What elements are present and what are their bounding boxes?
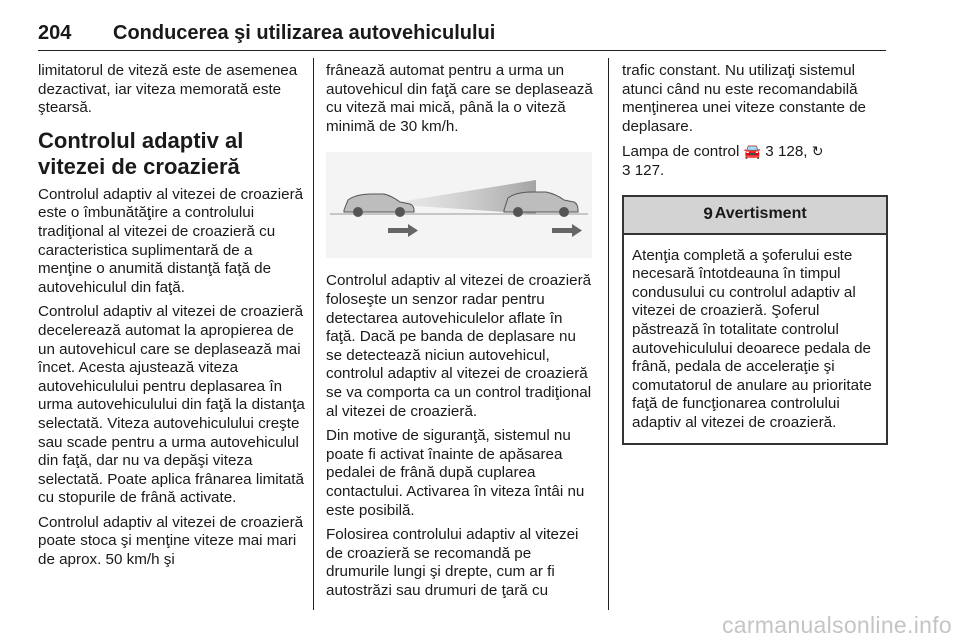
paragraph: limitatorul de viteză este de asemenea dezactivat, iar viteza memorată este ştearsă. bbox=[38, 62, 298, 117]
page-ref-arrow-icon: 3 bbox=[765, 143, 774, 161]
page-reference[interactable]: 127. bbox=[634, 161, 665, 179]
section-heading: Controlul adaptiv al vitezei de croazieră bbox=[38, 127, 244, 179]
paragraph: Controlul adaptiv al vitezei de croazieră foloseşte un senzor radar pentru detectarea autovehiculelor aflate în faţă. Dacă pe banda de deplasare nu se detectează niciun autovehicul, controlul adaptiv al vitezei de croazieră se va comporta ca un control tradiţional al vitezei de croazieră. bbox=[326, 272, 592, 420]
column-1 bbox=[38, 62, 308, 576]
paragraph: Din motive de siguranţă, sistemul nu poate fi activat înainte de apăsarea pedalei de frână după cuplarea contactului. Activarea în viteza întâi nu este posibilă. bbox=[326, 427, 585, 519]
page-ref-arrow-icon: 3 bbox=[622, 161, 631, 179]
column-divider bbox=[608, 58, 609, 610]
warning-box bbox=[622, 195, 888, 445]
warning-title: Avertisment bbox=[714, 205, 807, 223]
page-number: 204 bbox=[38, 22, 72, 44]
warning-text: Atenţia completă a şoferului este necesară întotdeauna în timpul condusului cu controlul adaptiv al vitezei de croazieră. Şoferul păstrează în totalitate controlul autovehiculului deoarece pedala de frână, pedala de acceleraţie şi comutatorul de anulare au prioritate faţă de funcţionarea controlului adaptiv al vitezei de croazieră. bbox=[632, 246, 872, 431]
paragraph: trafic constant. Nu utilizaţi sistemul atunci când nu este recomandabilă menţinerea unei viteze constante de deplasare. bbox=[622, 62, 867, 135]
column-divider bbox=[313, 58, 314, 610]
running-title: Conducerea şi utilizarea autovehiculului bbox=[113, 22, 496, 44]
column-2 bbox=[326, 62, 596, 606]
radar-illustration bbox=[326, 152, 592, 258]
page-header bbox=[38, 12, 886, 51]
warning-header bbox=[624, 197, 886, 235]
watermark: carmanualsonline.info bbox=[721, 612, 952, 638]
paragraph: Controlul adaptiv al vitezei de croazieră decelerează automat la apropierea de un autovehicul care se deplasează mai încet. Acesta ajustează viteza autovehiculului pentru deplasarea în urma autovehiculului din faţă la distanţa selectată. Viteza autovehiculului creşte sau scade pentru a urma autovehiculul din faţă, dar nu va depăşi viteza selectată. Poate aplica frânarea limitată cu stopurile de frână activate. bbox=[38, 303, 305, 507]
control-lamp-reference: Lampa de control 🚘 3 128, ↻ 3 127. bbox=[622, 143, 824, 179]
direction-arrow-icon bbox=[552, 224, 582, 237]
paragraph: Controlul adaptiv al vitezei de croazieră poate stoca şi menţine viteze mai mari de aprox. 50 km/h şi bbox=[38, 513, 304, 569]
page-reference[interactable]: 128, bbox=[777, 143, 808, 161]
front-car-icon bbox=[504, 192, 578, 217]
direction-arrow-icon bbox=[388, 224, 418, 237]
warning-icon: 9 bbox=[703, 204, 713, 224]
paragraph: Folosirea controlului adaptiv al vitezei de croazieră se recomandă pe drumurile lungi şi drepte, cum ar fi autostrăzi sau drumuri de ţară cu bbox=[326, 526, 579, 599]
paragraph: Controlul adaptiv al vitezei de croazieră este o îmbunătăţire a controlului tradiţional al vitezei de croazieră cu caracteristica suplimentară de a menţine o anumită distanţă faţă de autovehiculul din faţă. bbox=[38, 185, 304, 296]
paragraph: frânează automat pentru a urma un autovehicul din faţă care se deplasează cu viteză mai mică, până la o viteză minimă de 30 km/h. bbox=[326, 62, 593, 135]
column-3 bbox=[622, 62, 892, 445]
cruise-control-icon: ↻ bbox=[811, 143, 824, 160]
car-ahead-icon: 🚘 bbox=[743, 143, 762, 160]
